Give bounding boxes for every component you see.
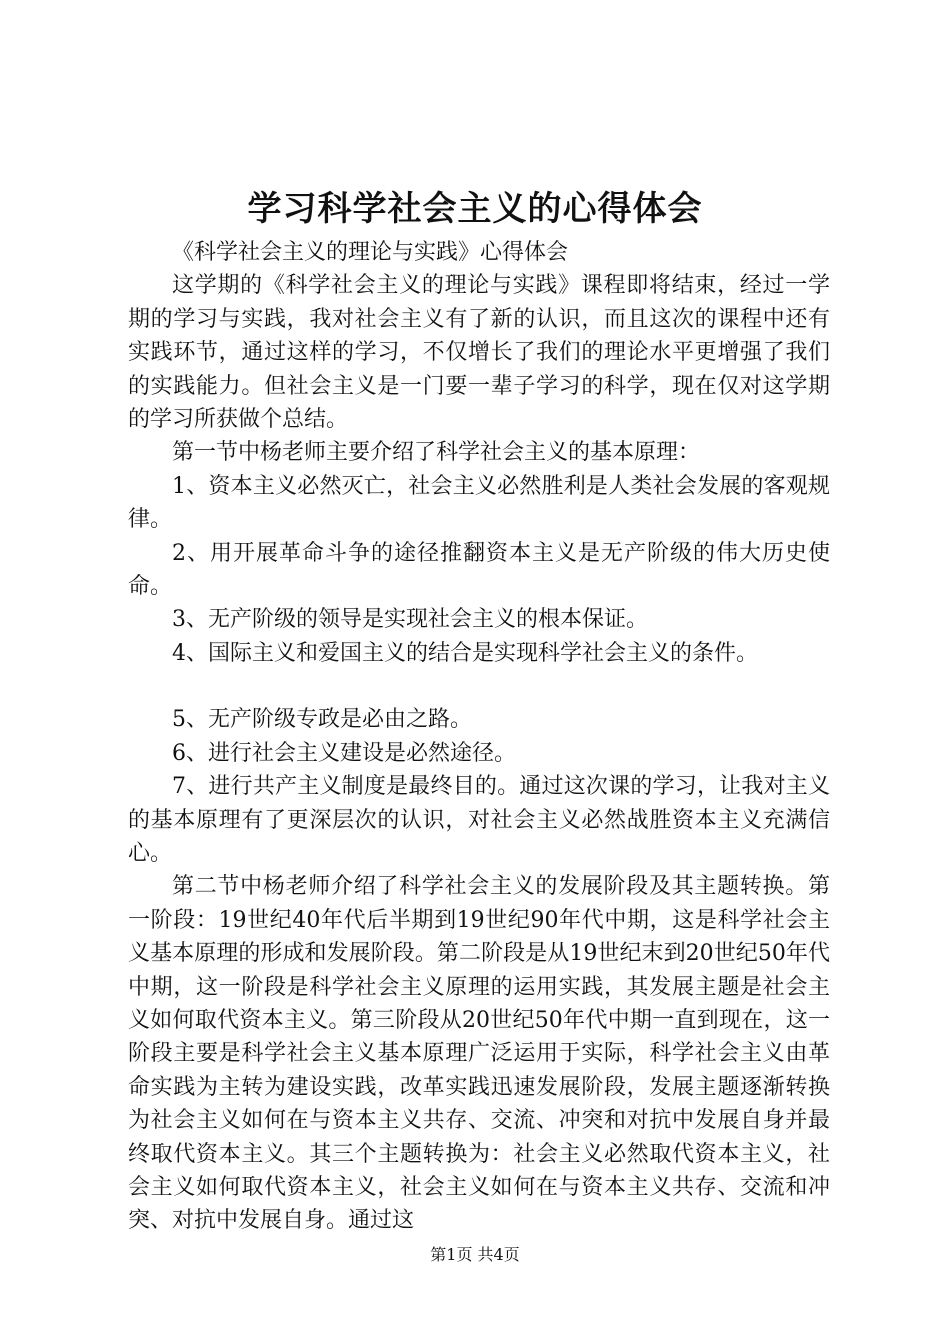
- paragraph-section-two: 第二节中杨老师介绍了科学社会主义的发展阶段及其主题转换。第一阶段：19世纪40年代后半期到19世纪90年代中期，这是科学社会主义基本原理的形成和发展阶段。第二阶段是从19世纪末到20世纪50年代中期，这一阶段是科学社会主义原理的运用实践，其发展主题是社会主义如何取代资本主义。第三阶段从20世纪50年代中期一直到现在，这一阶段主要是科学社会主义基本原理广泛运用于实际，科学社会主义由革命实践为主转为建设实践，改革实践迅速发展阶段，发展主题逐渐转换为社会主义如何在与资本主义共存、交流、冲突和对抗中发展自身并最终取代资本主义。其三个主题转换为：社会主义必然取代资本主义，社会主义如何取代资本主义，社会主义如何在与资本主义共存、交流和冲突、对抗中发展自身。通过这: [128, 874, 830, 1234]
- paragraph-principle-7: 7、进行共产主义制度是最终目的。通过这次课的学习，让我对主义的基本原理有了更深层次的认识，对社会主义必然战胜资本主义充满信心。: [128, 774, 830, 866]
- paragraph-principle-4: 4、国际主义和爱国主义的结合是实现科学社会主义的条件。: [172, 640, 758, 666]
- paragraph-principle-3: 3、无产阶级的领导是实现社会主义的根本保证。: [172, 607, 648, 633]
- paragraph-principle-6: 6、进行社会主义建设是必然途径。: [172, 740, 516, 766]
- page-footer: 第1页 共4页: [430, 1245, 520, 1264]
- paragraph-subtitle: 《科学社会主义的理论与实践》心得体会: [172, 240, 569, 265]
- document-body: [128, 236, 830, 1238]
- document-title: 学习科学社会主义的心得体会: [247, 189, 703, 229]
- paragraph-principle-1: 1、资本主义必然灭亡，社会主义必然胜利是人类社会发展的客观规律。: [128, 473, 830, 533]
- paragraph-section-one-lead: 第一节中杨老师主要介绍了科学社会主义的基本原理：: [172, 440, 701, 466]
- paragraph-intro: 这学期的《科学社会主义的理论与实践》课程即将结束，经过一学期的学习与实践，我对社会主义有了新的认识，而且这次的课程中还有实践环节，通过这样的学习，不仅增长了我们的理论水平更增强了我们的实践能力。但社会主义是一门要一辈子学习的科学，现在仅对这学期的学习所获做个总结。: [128, 273, 830, 433]
- paragraph-principle-5: 5、无产阶级专政是必由之路。: [172, 707, 472, 733]
- paragraph-principle-2: 2、用开展革命斗争的途径推翻资本主义是无产阶级的伟大历史使命。: [128, 540, 830, 600]
